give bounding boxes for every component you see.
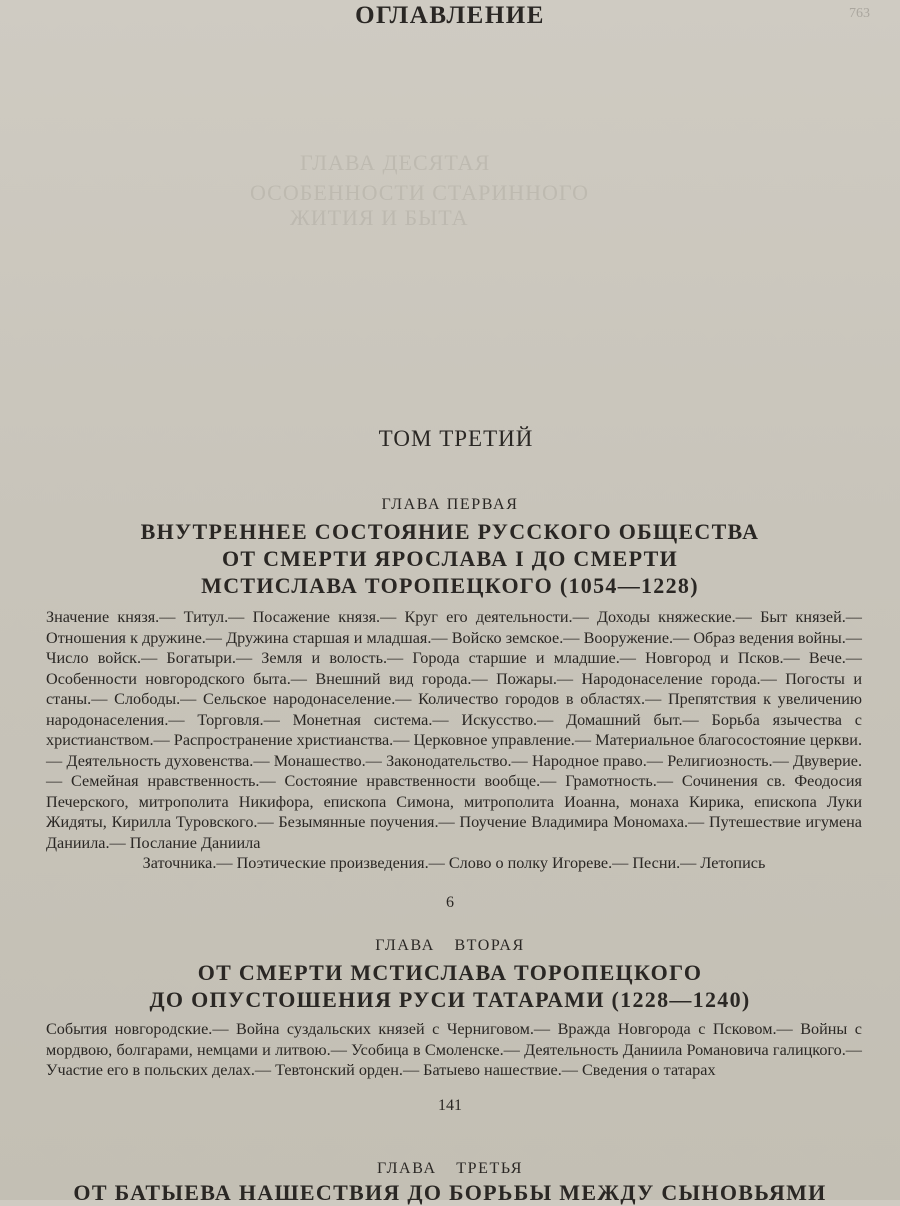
chapter-summary-text: События новгородские.— Война суздальских князей с Черниговом.— Вражда Новгорода с Псковом.— Войны с мордвою, болгарами, немцами и литвою.— Усобица в Смоленске.— Деятельность Даниила Романовича галицкого.— Участие его в польских делах.— Тевтонский орден.— Батыево нашествие.— Сведения о татарах [46, 1020, 862, 1079]
volume-title: ТОМ ТРЕТИЙ [378, 426, 534, 451]
bleed-through-text: ГЛАВА ДЕСЯТАЯ [300, 150, 491, 175]
chapter-summary-last-line: Заточника.— Поэтические произведения.— Слово о полку Игореве.— Песни.— Летопись [142, 854, 766, 872]
chapter-title-line: ОТ СМЕРТИ ЯРОСЛАВА I ДО СМЕРТИ [221, 546, 679, 571]
chapter-page-number: 6 [446, 893, 454, 911]
chapter-entry [0, 1158, 900, 1180]
chapter-title-line: МСТИСЛАВА ТОРОПЕЦКОГО (1054—1228) [201, 573, 699, 598]
chapter-summary [46, 1019, 862, 1081]
corner-page-number: 763 [849, 6, 870, 21]
chapter-label: ГЛАВА ПЕРВАЯ [381, 496, 519, 513]
chapter-entry [0, 494, 900, 912]
bleed-through-text: ЖИТИЯ И БЫТА [290, 205, 469, 230]
chapter-title-line: ДО ОПУСТОШЕНИЯ РУСИ ТАТАРАМИ (1228—1240) [149, 987, 751, 1012]
chapter-title-line: ВНУТРЕННЕЕ СОСТОЯНИЕ РУССКОГО ОБЩЕСТВА [140, 519, 760, 544]
bleed-through-text: ОСОБЕННОСТИ СТАРИННОГО [250, 180, 589, 205]
page-title: ОГЛАВЛЕНИЕ [355, 2, 545, 29]
chapter-page-number: 141 [438, 1096, 462, 1114]
chapter-title-line: ОТ СМЕРТИ МСТИСЛАВА ТОРОПЕЦКОГО [197, 960, 703, 985]
chapter-title [0, 959, 900, 1013]
chapter-entry [0, 935, 900, 1115]
chapter-summary [46, 607, 862, 874]
chapter-title-line: ОТ БАТЫЕВА НАШЕСТВИЯ ДО БОРЬБЫ МЕЖДУ СЫНОВЬЯМИ [73, 1180, 827, 1205]
chapter-summary-text: Значение князя.— Титул.— Посажение князя.— Круг его деятельности.— Доходы княжеские.— Быт князей.— Отношения к дружине.— Дружина старшая и младшая.— Войско земское.— Вооружение.— Образ ведения войны.— Число войск.— Богатыри.— Земля и волость.— Города старшие и младшие.— Новгород и Псков.— Вече.— Особенности новгородского быта.— Внешний вид города.— Пожары.— Народонаселение города.— Погосты и станы.— Слободы.— Сельское народонаселение.— Количество городов в областях.— Препятствия к увеличению народонаселения.— Торговля.— Монетная система.— Искусство.— Домашний быт.— Борьба язычества с христианством.— Распространение христианства.— Церковное управление.— Материальное благосостояние церкви.— Деятельность духовенства.— Монашество.— Законодательство.— Народное право.— Религиозность.— Двуверие.— Семейная нравственность.— Состояние нравственности вообще.— Грамотность.— Сочинения св. Феодосия Печерского, митрополита Никифора, епископа Симона, митрополита Иоанна, монаха Кирика, епископа Луки Жидяты, Кирилла Туровского.— Безымянные поучения.— Поучение Владимира Мономаха.— Путешествие игумена Даниила.— Послание Даниила [46, 608, 862, 852]
chapter-title [0, 518, 900, 599]
chapter-label: ГЛАВА ВТОРАЯ [375, 937, 525, 954]
chapter-label: ГЛАВА ТРЕТЬЯ [376, 1160, 524, 1177]
